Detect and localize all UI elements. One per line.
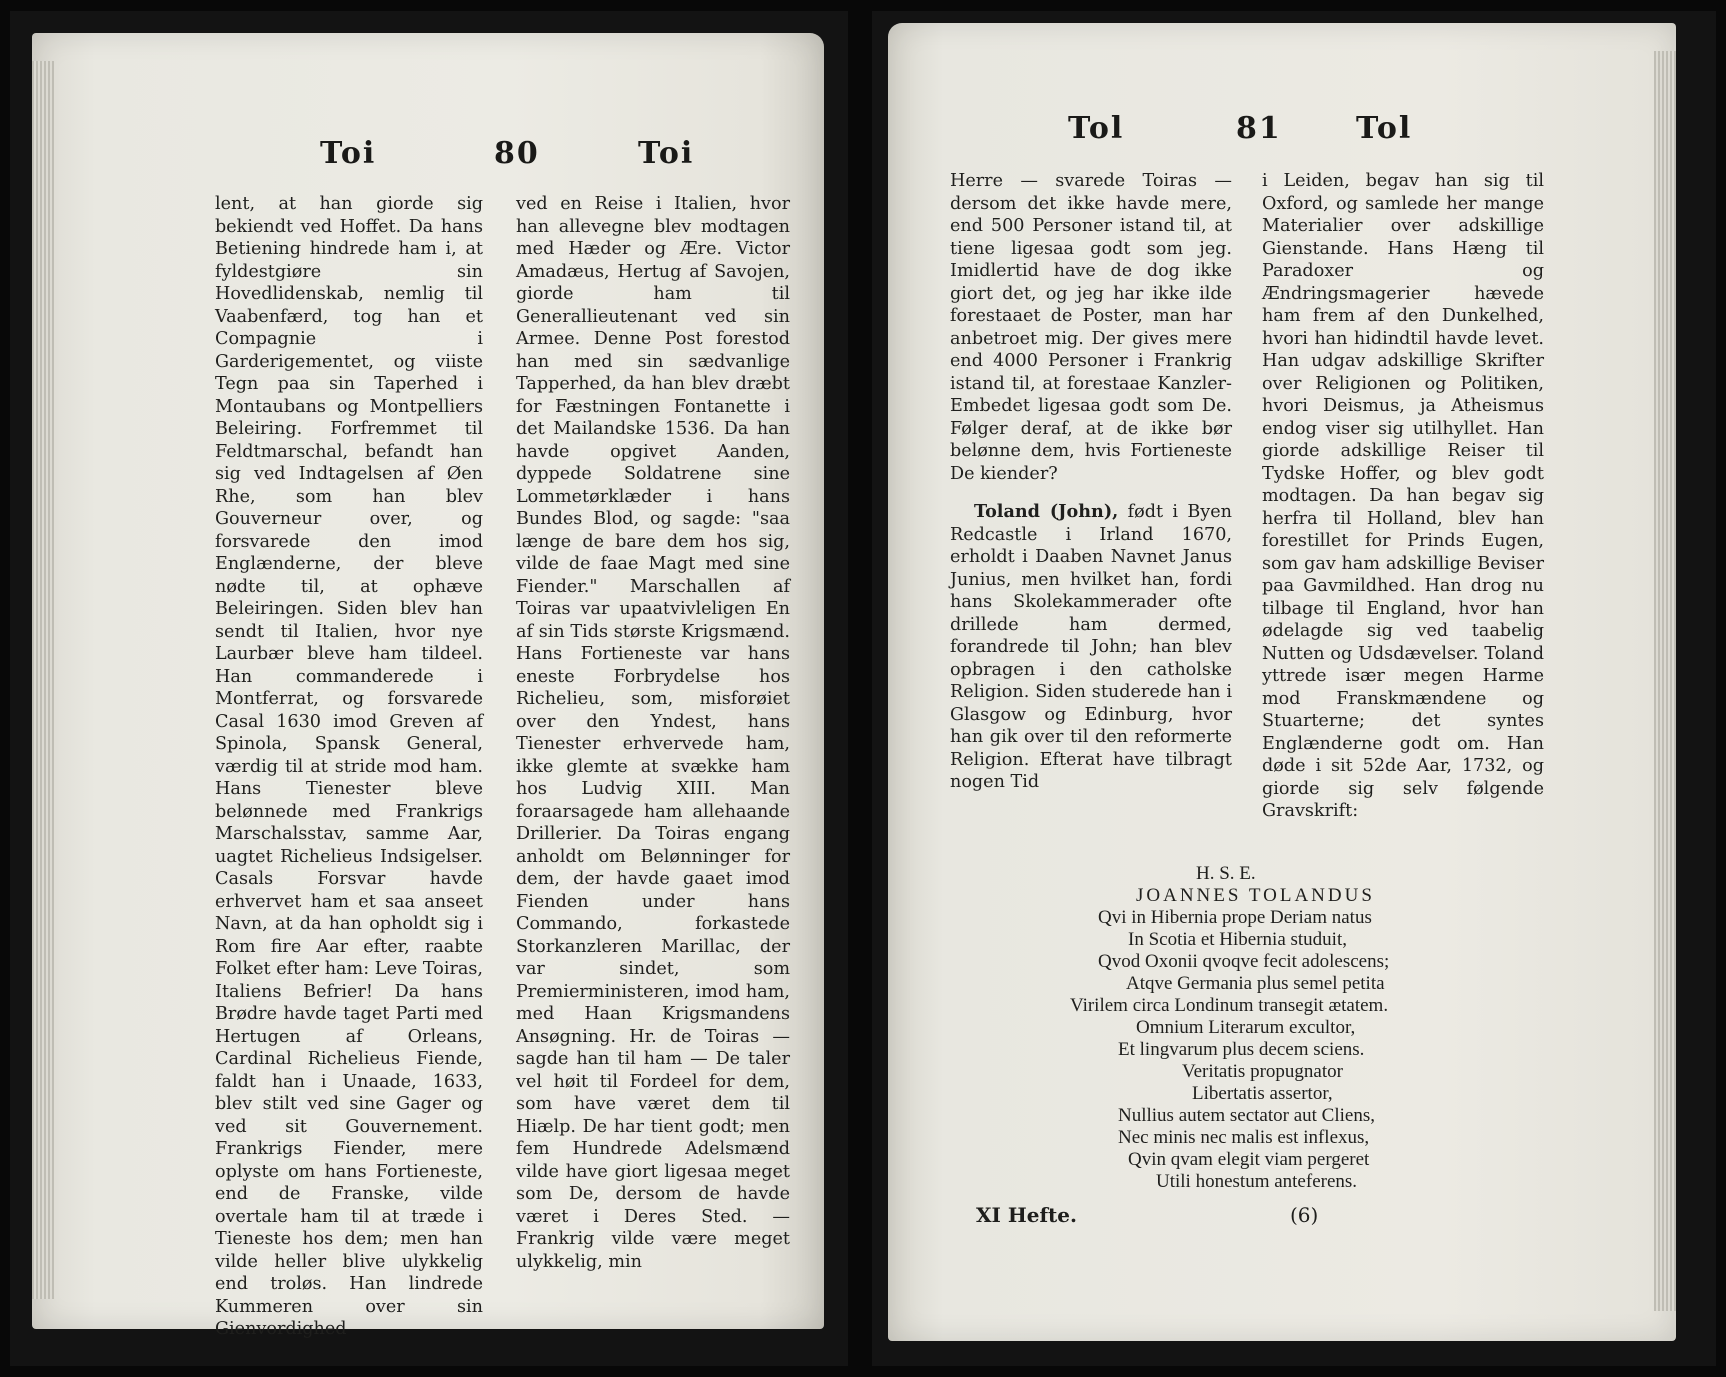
epitaph-line: Veritatis propugnator	[1182, 1061, 1343, 1082]
right-page-stack-edge	[1654, 51, 1676, 1311]
left-page	[32, 33, 824, 1339]
right-page-number: 81	[1236, 111, 1282, 146]
right-column-2	[1262, 170, 1544, 823]
epitaph-line: H. S. E.	[1196, 863, 1256, 884]
left-page-scan	[10, 11, 848, 1366]
epitaph-line: Qvod Oxonii qvoqve fecit adolescens;	[1098, 951, 1390, 972]
right-column-2-text: i Leiden, begav han sig til Oxford, og samlede her mange Materialier over adskillige Gienstande. Hans Hæng til Paradoxer og Ændringsmagerier hævede ham frem af den Dunkelhed, hvori han hidindtil havde levet. Han udgav adskillige Skrifter over Religionen og Politiken, hvori Deismus, ja Atheismus endog viser sig utilhyllet. Han giorde adskillige Reiser til Tydske Hoffer, og blev godt modtagen. Da han begav sig herfra til Holland, blev han forestillet for Prinds Eugen, som gav ham adskillige Beviser paa Gavmildhed. Han drog nu tilbage til England, hvor han ødelagde sig ved taabelig Nutten og Udsdævelser. Toland yttrede især megen Harme mod Franskmændene og Stuarterne; det syntes Englænderne godt om. Han døde i sit 52de Aar, 1732, og giorde sig selv følgende Gravskrift:	[1262, 171, 1544, 821]
epitaph	[958, 863, 1518, 1193]
right-page-scan	[872, 11, 1716, 1366]
epitaph-line: Qvi in Hibernia prope Deriam natus	[1098, 907, 1372, 928]
entry-head-toland: Toland (John),	[974, 501, 1119, 522]
right-page	[888, 23, 1676, 1341]
left-page-stack-edge	[32, 61, 54, 1299]
right-column-1-para-2	[950, 501, 1232, 794]
epitaph-line: Omnium Literarum excultor,	[1136, 1017, 1356, 1038]
epitaph-line: Atqve Germania plus semel petita	[1126, 973, 1385, 994]
epitaph-line: Libertatis assertor,	[1192, 1083, 1333, 1104]
epitaph-line: Virilem circa Londinum transegit ætatem.	[1070, 995, 1389, 1016]
entry-body-toland: født i Byen Redcastle i Irland 1670, erholdt i Daaben Navnet Janus Junius, men hvilket han, fordi hans Skolekammerader ofte drillede ham dermed, forandrede til John; han blev opbragen i den catholske Religion. Siden studerede han i Glasgow og Edinburg, hvor han gik over til den reformerte Religion. Efterat have tilbragt nogen Tid	[950, 502, 1232, 792]
epitaph-line: Utili honestum anteferens.	[1156, 1171, 1358, 1192]
left-column-2	[516, 193, 790, 1273]
epitaph-line: JOANNES TOLANDUS	[1136, 885, 1375, 906]
left-running-head-right: Toi	[638, 136, 695, 171]
folio-number: (6)	[1290, 1203, 1319, 1227]
left-running-head-left: Toi	[320, 136, 377, 171]
epitaph-line: Nullius autem sectator aut Cliens,	[1118, 1105, 1375, 1126]
epitaph-line: Nec minis nec malis est inflexus,	[1118, 1127, 1370, 1148]
right-column-1-para-1: Herre — svarede Toiras — dersom det ikke havde mere, end 500 Personer istand til, at tiene ligesaa godt som jeg. Imidlertid have de dog ikke giort det, og jeg har ikke ilde forestaaet de Poster, man har anbetroet mig. Der gives mere end 4000 Personer i Frankrig istand til, at forestaae Kanzler-Embedet ligesaa godt som De. Følger deraf, at de ikke bør belønne dem, hvis Fortieneste De kiender?	[950, 171, 1232, 484]
left-column-1	[215, 193, 483, 1341]
right-column-1	[950, 170, 1232, 794]
epitaph-line: Qvin qvam elegit viam pergeret	[1128, 1149, 1370, 1170]
left-column-1-text: lent, at han giorde sig bekiendt ved Hoffet. Da hans Betiening hindrede ham i, at fyldestgiøre sin Hovedlidenskab, nemlig til Vaabenfærd, tog han et Compagnie i Garderigementet, og viiste Tegn paa sin Taperhed i Montaubans og Montpelliers Beleiring. Forfremmet til Feldtmarschal, befandt han sig ved Indtagelsen af Øen Rhe, som han blev Gouverneur over, og forsvarede den imod Englænderne, der bleve nødte til, at ophæve Beleiringen. Siden blev han sendt til Italien, hvor nye Laurbær bleve ham tildeel. Han commanderede i Montferrat, og forsvarede Casal 1630 imod Greven af Spinola, Spansk General, værdig til at stride mod ham. Hans Tienester bleve belønnede med Frankrigs Marschalsstav, samme Aar, uagtet Richelieus Indsigelser. Casals Forsvar havde erhvervet ham et saa anseet Navn, at da han opholdt sig i Rom fire Aar efter, raabte Folket efter ham: Leve Toiras, Italiens Befrier! Da hans Brødre havde taget Parti med Hertugen af Orleans, Cardinal Richelieus Fiende, faldt han i Unaade, 1633, blev stilt ved sine Gager og ved sit Gouvernement. Frankrigs Fiender, mere oplyste om hans Fortieneste, end de Franske, vilde overtale ham til at træde i Tieneste hos dem; men han vilde heller blive ulykkelig end troløs. Han lindrede Kummeren over sin Gienvordighed	[215, 194, 483, 1339]
right-running-head-right: Tol	[1356, 111, 1413, 146]
right-running-head-left: Tol	[1068, 111, 1125, 146]
epitaph-line: In Scotia et Hibernia studuit,	[1128, 929, 1347, 950]
signature-mark: XI Hefte.	[976, 1203, 1077, 1227]
left-page-number: 80	[494, 136, 540, 171]
left-column-2-text: ved en Reise i Italien, hvor han allevegne blev modtagen med Hæder og Ære. Victor Amadæus, Hertug af Savojen, giorde ham til Generallieutenant ved sin Armee. Denne Post forestod han med sin sædvanlige Tapperhed, da han blev dræbt for Fæstningen Fontanette i det Mailandske 1536. Da han havde opgivet Aanden, dyppede Soldatrene sine Lommetørklæder i hans Bundes Blod, og sagde: "saa længe de bare dem hos sig, vilde de faae Magt med sine Fiender." Marschallen af Toiras var upaatvivleligen En af sin Tids største Krigsmænd. Hans Fortieneste var hans eneste Forbrydelse hos Richelieu, som, misforøiet over den Yndest, hans Tienester erhvervede ham, ikke glemte at svække ham hos Ludvig XIII. Man foraarsagede ham allehaande Drillerier. Da Toiras engang anholdt om Belønninger for dem, der havde gaaet imod Fienden under hans Commando, forkastede Storkanzleren Marillac, der var sindet, som Premierministeren, imod ham, med Haan Krigsmandens Ansøgning. Hr. de Toiras — sagde han til ham — De taler vel høit til Fordeel for dem, som have været dem til Hiælp. De har tient godt; men fem Hundrede Adelsmænd vilde have giort ligesaa meget som De, dersom de havde været i Deres Sted. — Frankrig vilde være meget ulykkelig, min	[516, 194, 790, 1272]
epitaph-line: Et lingvarum plus decem sciens.	[1118, 1039, 1365, 1060]
